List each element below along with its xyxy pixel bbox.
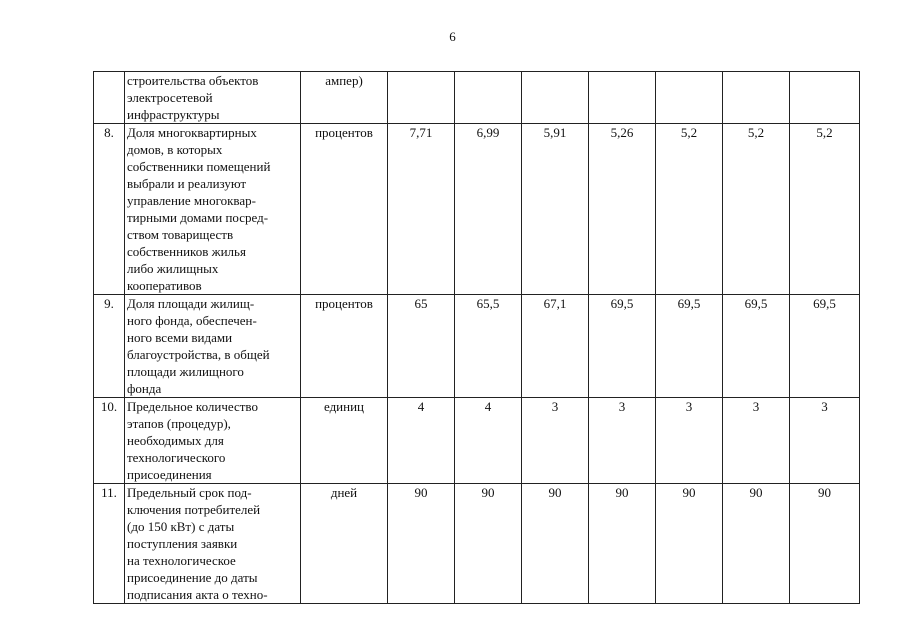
value-cell: 90 <box>388 484 455 604</box>
table-row <box>94 398 860 484</box>
value-cell: 65,5 <box>455 295 522 398</box>
indicator-name: Предельный срок под- ключения потребителей (до 150 кВт) с даты поступления заявки на технологическое присоединение до даты подписания акта о техно- <box>125 484 301 604</box>
value-cell: 5,2 <box>656 124 723 295</box>
value-cell <box>455 72 522 124</box>
value-cell: 4 <box>388 398 455 484</box>
value-cell <box>388 72 455 124</box>
value-cell: 90 <box>656 484 723 604</box>
value-cell: 65 <box>388 295 455 398</box>
unit-cell: процентов <box>301 124 388 295</box>
value-cell: 3 <box>589 398 656 484</box>
value-cell: 69,5 <box>790 295 860 398</box>
value-cell: 4 <box>455 398 522 484</box>
value-cell <box>656 72 723 124</box>
table-row <box>94 484 860 604</box>
unit-cell: процентов <box>301 295 388 398</box>
value-cell: 69,5 <box>589 295 656 398</box>
page-number: 6 <box>449 29 456 44</box>
table-row <box>94 295 860 398</box>
table-row <box>94 72 860 124</box>
value-cell: 90 <box>522 484 589 604</box>
value-cell <box>589 72 656 124</box>
indicator-name: Доля многоквартирных домов, в которых собственники помещений выбрали и реализуют управление многоквар- тирными домами посред- ством товариществ собственников жилья либо жилищных кооперативов <box>125 124 301 295</box>
value-cell: 90 <box>455 484 522 604</box>
value-cell: 69,5 <box>723 295 790 398</box>
value-cell: 90 <box>589 484 656 604</box>
indicator-name: строительства объектов электросетевой инфраструктуры <box>125 72 301 124</box>
value-cell: 69,5 <box>656 295 723 398</box>
row-number: 9. <box>94 295 125 398</box>
value-cell <box>522 72 589 124</box>
unit-cell: дней <box>301 484 388 604</box>
value-cell: 90 <box>790 484 860 604</box>
value-cell: 5,91 <box>522 124 589 295</box>
value-cell: 5,26 <box>589 124 656 295</box>
value-cell: 7,71 <box>388 124 455 295</box>
row-number: 11. <box>94 484 125 604</box>
value-cell <box>723 72 790 124</box>
indicator-name: Предельное количество этапов (процедур), необходимых для технологического присоединения <box>125 398 301 484</box>
row-number: 8. <box>94 124 125 295</box>
unit-cell: ампер) <box>301 72 388 124</box>
value-cell: 5,2 <box>790 124 860 295</box>
indicator-name: Доля площади жилищ- ного фонда, обеспечен- ного всеми видами благоустройства, в общей площади жилищного фонда <box>125 295 301 398</box>
value-cell: 3 <box>656 398 723 484</box>
value-cell: 3 <box>522 398 589 484</box>
unit-cell: единиц <box>301 398 388 484</box>
value-cell: 5,2 <box>723 124 790 295</box>
value-cell: 3 <box>790 398 860 484</box>
value-cell: 90 <box>723 484 790 604</box>
row-number <box>94 72 125 124</box>
value-cell <box>790 72 860 124</box>
row-number: 10. <box>94 398 125 484</box>
table-row <box>94 124 860 295</box>
indicators-table <box>93 71 860 604</box>
value-cell: 67,1 <box>522 295 589 398</box>
value-cell: 6,99 <box>455 124 522 295</box>
value-cell: 3 <box>723 398 790 484</box>
